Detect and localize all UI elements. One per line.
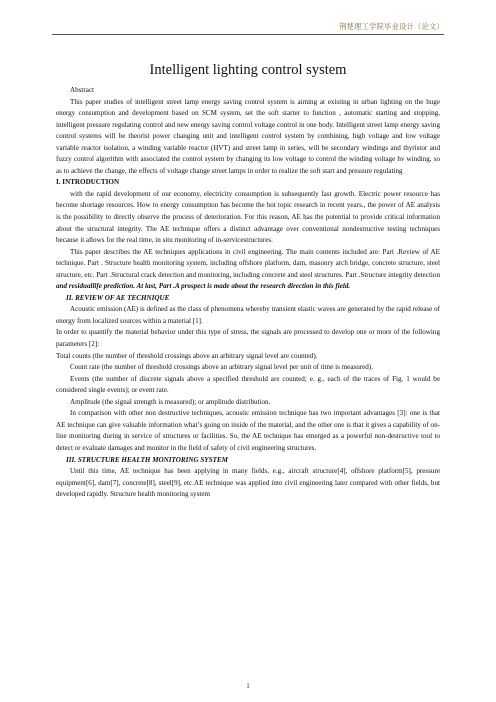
review-paragraph-3: Total counts (the number of threshold crossings above an arbitrary signal level are counted).: [56, 351, 318, 360]
abstract-text: This paper studies of intelligent street lamp energy saving control system is aiming at existing in urban lighting on the huge energy consumption and development based on SCM system, set the soft starter to function , automatic starting and stopping, intelligent pressure regulating control and new energy saving control voltage control in one body. Intelligent street lamp energy saving control systems will be theorist power changing unit and intelligent control system by combining, high voltage and low voltage variable reactor isolation, a winding variable reactor (HVT) and street lamp in series, will be secondary windings and thyristor and fuzzy control algorithm with associated the control system by changing its low voltage to control the winding voltage hv winding, so as to achieve the change, the effects of voltage change street lamps in order to realize the soft start and pressure regulating: [56, 97, 440, 175]
section-heading-monitoring: III. STRUCTURE HEALTH MONITORING SYSTEM: [66, 455, 228, 464]
intro-paragraph-2: [56, 247, 440, 293]
section-heading-review: II. REVIEW OF AE TECHNIQUE: [66, 293, 170, 302]
review-paragraph-2: In order to quantify the material behavior under this type of stress, the signals are processed to develop one or more of the following parameters [2]:: [56, 328, 440, 349]
review-paragraph-5: Events (the number of discrete signals above a specified threshold are counted; e. g., each of the traces of Fig. 1 would be considered single events); or event rate.: [56, 374, 440, 395]
intro-paragraph-2-text: This paper describes the AE techniques applications in civil engineering. The main contents included are: Part .Review of AE technique. Part . Structure health monitoring system, including offshore platform, dam, masonry arch bridge, concrete structure, steel structure, etc. Part .Structural crack detection and monitoring, including concrete and steel structures. Part .Structure integrity detection: [56, 247, 440, 279]
section-heading-introduction: I. INTRODUCTION: [56, 178, 120, 187]
intro-paragraph-1: with the rapid development of our economy, electricity consumption is subsequently fast growth. Electric power resource has become shortage resources. How to energy consumption has become the hot topic research in recent years., the power of AE analysis is the possibility to directly observe the process of deterioration. For this reason, AE has the potential to provide critical information about the structural integrity. The AE technique offers a distinct advantage over conventional nondestructive testing techniques because it allows for the real time, in situ monitoring of in-servicestructures.: [56, 189, 440, 245]
page-header: 荆楚理工学院毕业设计（论文）: [339, 22, 444, 31]
review-paragraph-1: Acoustic emission (AE) is defined as the class of phenomena whereby transient elastic waves are generated by the rapid release of energy from localized sources within a material [1].: [56, 305, 440, 325]
page-number: 1: [246, 682, 250, 690]
review-paragraph-4: Count rate (the number of threshold crossings above an arbitrary signal level per unit of time is measured).: [70, 363, 373, 372]
review-paragraph-6: Amplitude (the signal strength is measured); or amplitude distribution.: [70, 397, 271, 406]
review-paragraph-7: In comparison with other non destructive techniques, acoustic emission technique has two important advantages [3]: one is that AE technique can give valuable information what’s going on inside of the material, and the other one is that it gives a capability of on-line monitoring during in service of structures or facilities. So, the AE technique has emerged as a powerful non-destructive tool to detect or evaluate damages and monitor in the field of safety of civil engineering structures.: [56, 409, 440, 452]
abstract-label: Abstract: [70, 86, 95, 94]
page-body: [56, 62, 440, 501]
intro-paragraph-2-emphasis: and residuallife prediction. At last, Part .A prospect is made about the research direction in this field.: [56, 282, 351, 291]
paper-title: Intelligent lighting control system: [149, 62, 347, 78]
header-divider: [52, 34, 444, 35]
monitoring-paragraph-1: Until this time, AE technique has been applying in many fields, e.g., aircraft structure[4], offshore platform[5], pressure equipment[6], dam[7], concrete[8], steel[9], etc.AE technique was applied into civil engineering later compared with other fields, but developed rapidly. Structure health monitoring system: [56, 467, 440, 499]
